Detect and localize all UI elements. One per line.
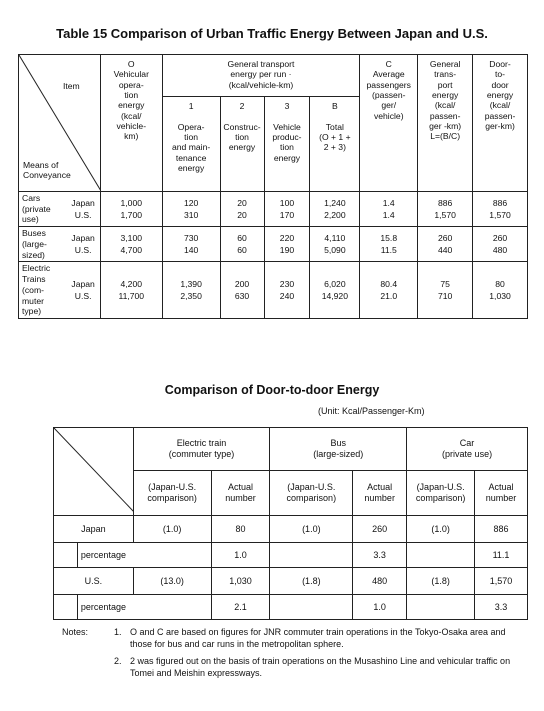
hdr-line: ger-km)	[485, 120, 515, 131]
cat-line: (com-	[22, 284, 44, 295]
table-row-japan	[54, 516, 528, 543]
value-cell	[162, 192, 220, 227]
value: 20	[237, 210, 247, 221]
country-cell	[66, 192, 100, 227]
notes	[62, 627, 528, 686]
group-line: Electric train	[176, 438, 227, 449]
hdr-line: produc-	[272, 131, 302, 142]
subhead-comparison	[270, 471, 353, 516]
value: 1,030	[489, 291, 511, 302]
hdr-line: trans-	[434, 69, 457, 80]
hdr-line: tion	[184, 131, 199, 142]
hdr-line: Total	[325, 121, 344, 132]
value: 11,700	[118, 291, 145, 302]
value-cell	[418, 192, 473, 227]
hdr-line: General transport	[227, 59, 295, 69]
hdr-line: energy per run ·	[230, 69, 292, 80]
sub-line: number	[485, 493, 517, 503]
value: 60	[237, 245, 247, 256]
row-label-japan: Japan	[54, 516, 134, 543]
value-cell: (1.0)	[270, 516, 353, 543]
value: 230	[279, 279, 295, 290]
cat-line: muter	[22, 295, 44, 306]
hdr-line: General	[429, 59, 461, 69]
value: 440	[437, 245, 453, 256]
table-row-electric-trains	[19, 262, 528, 319]
header-diagonal-cell	[54, 428, 134, 516]
hdr-line: 3	[284, 101, 290, 111]
note-number: 2.	[114, 656, 122, 667]
table1-title: Table 15 Comparison of Urban Traffic Energy Between Japan and U.S.	[56, 26, 488, 41]
hdr-line: 2 + 3)	[323, 142, 346, 153]
hdr-line: energy	[273, 152, 301, 163]
group-line: (commuter type)	[168, 449, 235, 459]
empty-cell	[270, 595, 353, 620]
value: 2,350	[180, 291, 202, 302]
value-cell: 3.3	[475, 595, 528, 620]
value: 240	[279, 291, 295, 302]
value-cell: 1.0	[353, 595, 407, 620]
value: 5,090	[324, 245, 346, 256]
urban-traffic-energy-table	[18, 54, 528, 319]
col-o-header	[100, 55, 162, 192]
value: 1,240	[324, 198, 346, 209]
value: 2,200	[324, 210, 346, 221]
header-diagonal-cell	[19, 55, 101, 192]
country: Japan	[71, 233, 95, 244]
hdr-line: B	[331, 101, 338, 111]
value-cell	[310, 262, 360, 319]
value-cell	[473, 227, 528, 262]
table2-title: Comparison of Door-to-door Energy	[164, 383, 380, 397]
group-line: (large-sized)	[313, 449, 364, 459]
country: U.S.	[74, 210, 92, 221]
group-car	[407, 428, 528, 471]
cat-line: Trains	[22, 274, 46, 285]
value: 100	[279, 198, 295, 209]
group-line: Car	[459, 438, 475, 449]
value: 1,390	[180, 279, 202, 290]
table-row-us-percentage	[54, 595, 528, 620]
cat-line: (large-	[22, 238, 47, 249]
cat-line: Electric	[22, 263, 51, 274]
value-cell: 2.1	[211, 595, 270, 620]
value: 21.0	[380, 291, 398, 302]
diagonal-line	[54, 428, 134, 512]
value-cell	[162, 227, 220, 262]
hdr-line: L=(B/C)	[430, 131, 461, 142]
hdr-line: passen-	[429, 110, 461, 121]
indent-cell	[54, 595, 78, 620]
group-electric-train	[133, 428, 270, 471]
hdr-line: 2	[239, 101, 245, 111]
hdr-line: (kcal/	[434, 100, 456, 111]
cat-line: Buses	[22, 228, 46, 239]
cat-line: sized)	[22, 249, 45, 260]
value-cell	[310, 192, 360, 227]
value-cell	[360, 227, 418, 262]
hdr-line: (passen-	[372, 89, 406, 100]
hdr-line: energy	[486, 89, 514, 100]
means-line: Conveyance	[23, 170, 71, 181]
row-label-percentage: percentage	[77, 595, 211, 620]
empty-cell	[270, 543, 353, 568]
note-text: O and C are based on figures for JNR commuter train operations in the Tokyo-Osaka area and those for bus and car runs in the metropolitan sphere.	[130, 627, 506, 649]
value: 140	[183, 245, 199, 256]
hdr-line: O	[127, 59, 135, 69]
value-cell: 260	[353, 516, 407, 543]
value-cell	[220, 227, 264, 262]
value-cell	[310, 227, 360, 262]
category-electric-trains	[19, 262, 67, 319]
subhead-actual	[211, 471, 270, 516]
table-row-buses	[19, 227, 528, 262]
subhead-comparison	[133, 471, 211, 516]
note-text: 2 was figured out on the basis of train operations on the Musashino Line and vehicular traffic on Tomei and Meishin expressways.	[130, 656, 511, 679]
hdr-line: energy	[432, 89, 459, 100]
subhead-comparison	[407, 471, 475, 516]
empty-cell	[407, 595, 475, 620]
value-cell	[100, 262, 162, 319]
subhead-actual	[353, 471, 407, 516]
hdr-line: (kcal/vehicle-km)	[228, 79, 294, 90]
value-cell	[162, 262, 220, 319]
hdr-line: port	[437, 79, 453, 90]
table-row-cars	[19, 192, 528, 227]
note-number: 1.	[114, 627, 122, 637]
value: 1.4	[382, 198, 395, 209]
value-cell: (1.8)	[270, 568, 353, 595]
col-2-header	[220, 97, 264, 192]
hdr-line: km)	[124, 131, 139, 142]
value: 1,570	[434, 210, 456, 221]
sub-line: number	[364, 493, 395, 503]
value: 4,110	[324, 233, 346, 244]
sub-line: comparison)	[147, 493, 197, 503]
subhead-actual	[475, 471, 528, 516]
hdr-line: Opera-	[177, 121, 205, 132]
value: 75	[440, 279, 450, 290]
value: 1.4	[382, 210, 395, 221]
value: 730	[183, 233, 199, 244]
value: 120	[183, 198, 199, 209]
col-d-header	[473, 55, 528, 192]
indent-cell	[54, 543, 78, 568]
cat-line: use)	[22, 214, 39, 225]
value: 1,000	[120, 198, 143, 209]
hdr-line: tenance	[175, 152, 207, 163]
hdr-line: tion	[124, 89, 139, 100]
value: 886	[437, 198, 453, 209]
value-cell: 3.3	[353, 543, 407, 568]
means-line: Means of	[23, 159, 59, 170]
hdr-line: vehicle)	[373, 110, 404, 121]
hdr-line: energy	[177, 162, 205, 173]
col-1-header	[162, 97, 220, 192]
value-cell	[220, 262, 264, 319]
value-cell: (1.8)	[407, 568, 475, 595]
value: 886	[492, 198, 508, 209]
col-c-header	[360, 55, 418, 192]
hdr-line: and main-	[172, 142, 211, 153]
sub-line: Actual	[488, 482, 514, 493]
general-energy-header	[162, 55, 360, 97]
value: 80.4	[380, 279, 398, 290]
cat-line: (private	[22, 203, 51, 214]
country: U.S.	[74, 245, 92, 256]
row-label-percentage: percentage	[77, 543, 211, 568]
note-item	[62, 627, 528, 650]
cat-line: type)	[22, 306, 42, 317]
empty-cell	[407, 543, 475, 568]
group-line: Bus	[330, 438, 347, 449]
group-line: (private use)	[442, 449, 493, 459]
value-cell	[100, 192, 162, 227]
country-cell	[66, 227, 100, 262]
col-b-header	[310, 97, 360, 192]
value: 20	[237, 198, 247, 209]
door-to-door-energy-table	[53, 427, 528, 620]
hdr-line: to-	[495, 69, 506, 80]
sub-line: (Japan-U.S.	[416, 482, 465, 493]
hdr-line: passen-	[484, 110, 516, 121]
col-3-header	[264, 97, 310, 192]
value: 4,700	[120, 245, 143, 256]
country: Japan	[71, 279, 95, 290]
hdr-line: vehicle-	[116, 120, 147, 131]
sub-line: comparison)	[415, 493, 466, 503]
value: 4,200	[120, 279, 143, 290]
means-label	[23, 160, 71, 181]
value: 260	[437, 233, 453, 244]
hdr-line: Construc-	[223, 121, 261, 132]
hdr-line: (kcal/	[120, 110, 142, 121]
value: 220	[279, 233, 295, 244]
value: 480	[492, 245, 508, 256]
hdr-line: 1	[188, 101, 194, 111]
hdr-line: (O + 1 +	[319, 131, 351, 142]
value-cell	[418, 262, 473, 319]
hdr-line: tion	[280, 142, 294, 153]
group-bus	[270, 428, 407, 471]
value-cell: (1.0)	[407, 516, 475, 543]
sub-line: (Japan-U.S.	[287, 482, 336, 493]
value: 310	[183, 210, 199, 221]
col-l-header	[418, 55, 473, 192]
country: U.S.	[74, 291, 92, 302]
value-cell	[473, 262, 528, 319]
table-row-japan-percentage	[54, 543, 528, 568]
value: 1,700	[120, 210, 143, 221]
hdr-line: ger/	[381, 100, 397, 111]
hdr-line: energy	[118, 100, 145, 111]
country: Japan	[71, 198, 95, 209]
value-cell: 1,030	[211, 568, 270, 595]
value-cell	[220, 192, 264, 227]
value-cell: 480	[353, 568, 407, 595]
value-cell	[360, 192, 418, 227]
value: 80	[495, 279, 505, 290]
hdr-line: passengers	[366, 79, 411, 90]
value: 170	[279, 210, 295, 221]
unit-label: (Unit: Kcal/Passenger-Km)	[318, 406, 425, 416]
row-label-us: U.S.	[54, 568, 134, 595]
value: 3,100	[120, 233, 143, 244]
category-buses	[19, 227, 67, 262]
hdr-line: Vehicular	[113, 69, 149, 80]
value: 15.8	[380, 233, 398, 244]
country-cell	[66, 262, 100, 319]
notes-label-spacer	[62, 656, 114, 679]
value: 1,570	[489, 210, 511, 221]
value: 11.5	[380, 245, 397, 256]
value-cell	[418, 227, 473, 262]
hdr-line: tion	[235, 131, 249, 142]
cat-line: Cars	[22, 193, 41, 203]
value-cell	[360, 262, 418, 319]
value-cell: 886	[475, 516, 528, 543]
sub-line: comparison)	[286, 493, 337, 503]
table-row-us	[54, 568, 528, 595]
value: 6,020	[324, 279, 346, 290]
value-cell: 80	[211, 516, 270, 543]
notes-label: Notes:	[62, 627, 89, 637]
value-cell: (1.0)	[133, 516, 211, 543]
hdr-line: Average	[372, 69, 405, 80]
hdr-line: ger -km)	[429, 120, 462, 131]
sub-line: number	[225, 493, 256, 503]
value-cell: 1.0	[211, 543, 270, 568]
value: 190	[279, 245, 295, 256]
value: 60	[237, 233, 247, 244]
sub-line: Actual	[227, 482, 253, 493]
value-cell	[100, 227, 162, 262]
value-cell: (13.0)	[133, 568, 211, 595]
item-label: Item	[63, 81, 80, 91]
hdr-line: Door-	[489, 59, 511, 69]
value-cell	[264, 227, 310, 262]
hdr-line: C	[385, 59, 392, 69]
value: 200	[234, 279, 250, 290]
hdr-line: energy	[228, 142, 256, 153]
value-cell: 1,570	[475, 568, 528, 595]
value-cell	[264, 262, 310, 319]
category-cars	[19, 192, 67, 227]
value: 630	[234, 291, 250, 302]
hdr-line: opera-	[118, 79, 144, 90]
value-cell: 11.1	[475, 543, 528, 568]
sub-line: (Japan-U.S.	[148, 482, 197, 493]
hdr-line: Vehicle	[273, 121, 301, 132]
value-cell	[473, 192, 528, 227]
note-item	[62, 656, 528, 679]
value: 14,920	[321, 291, 348, 302]
hdr-line: door	[491, 79, 509, 90]
value: 710	[437, 291, 453, 302]
value: 260	[492, 233, 508, 244]
sub-line: Actual	[367, 482, 393, 493]
hdr-line: (kcal/	[489, 100, 511, 111]
value-cell	[264, 192, 310, 227]
